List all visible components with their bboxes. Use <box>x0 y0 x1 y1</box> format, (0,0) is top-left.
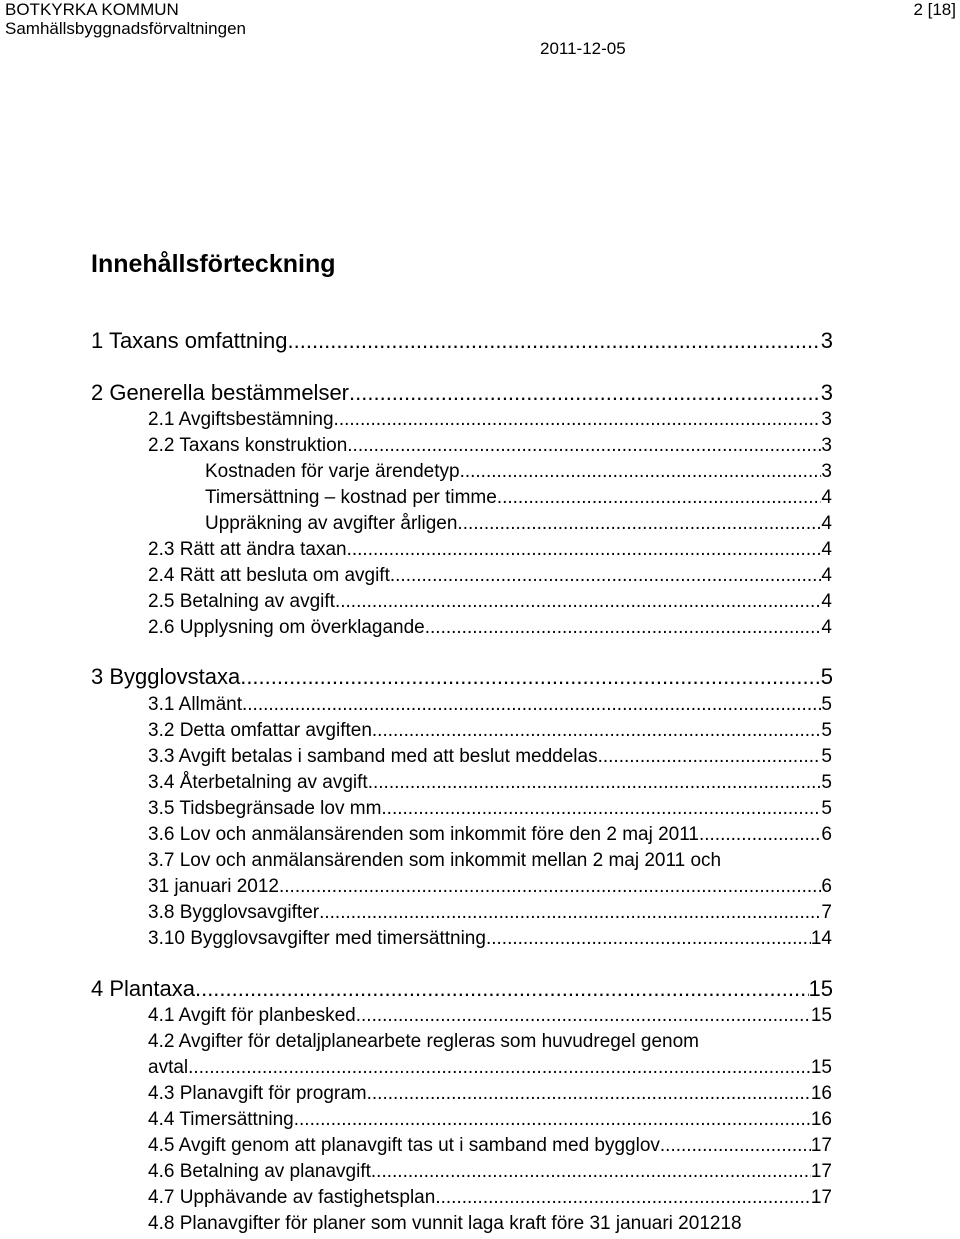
toc-entry-label: 2 Generella bestämmelser <box>91 380 350 405</box>
toc-entry[interactable] <box>148 693 832 717</box>
toc-leader <box>335 590 821 614</box>
toc-leader <box>288 327 821 355</box>
toc-entry-label: 3.2 Detta omfattar avgiften <box>148 720 372 741</box>
toc-entry-page: 15 <box>808 976 833 1001</box>
toc-leader <box>188 1056 811 1080</box>
toc-entry-label: 4.7 Upphävande av fastighetsplan <box>148 1187 436 1208</box>
toc-leader <box>371 1160 811 1184</box>
toc-leader <box>699 823 821 847</box>
toc-entry-label-line1: 4.2 Avgifter för detaljplanearbete regleras som huvudregel genom <box>148 1031 699 1052</box>
toc-entry-page: 5 <box>821 798 832 819</box>
toc-entry-page: 14 <box>810 928 832 949</box>
toc-leader <box>435 1186 811 1210</box>
toc-entry-page: 4 <box>821 513 832 534</box>
toc-entry[interactable] <box>148 797 832 821</box>
toc-entry[interactable] <box>148 1082 832 1106</box>
toc-entry-label: 3.1 Allmänt <box>148 694 242 715</box>
toc-leader <box>347 434 821 458</box>
toc-entry-label: 3.8 Bygglovsavgifter <box>148 902 320 923</box>
toc-entry-page: 7 <box>821 902 832 923</box>
toc-entry[interactable] <box>205 486 832 510</box>
toc-entry-label: 2.3 Rätt att ändra taxan <box>148 539 347 560</box>
toc-title: Innehållsförteckning <box>91 250 336 278</box>
toc-leader <box>279 875 821 899</box>
toc-entry-label: 4.5 Avgift genom att planavgift tas ut i samband med bygglov <box>148 1135 660 1156</box>
organization-name: BOTKYRKA KOMMUN <box>5 0 179 19</box>
toc-entry-label: 31 januari 2012 <box>148 876 279 897</box>
toc-entry-page: 3 <box>820 328 833 353</box>
toc-leader <box>334 408 822 432</box>
toc-leader <box>460 460 822 484</box>
toc-entry-page: 3 <box>820 380 833 405</box>
toc-entry[interactable] <box>148 1212 832 1236</box>
toc-entry[interactable] <box>148 745 832 769</box>
toc-entry[interactable] <box>148 823 832 847</box>
department-name: Samhällsbyggnadsförvaltningen <box>5 19 246 38</box>
toc-leader <box>367 1082 811 1106</box>
toc-entry-page: 5 <box>821 694 832 715</box>
toc-entry[interactable] <box>148 901 832 925</box>
toc-leader <box>486 927 811 951</box>
toc-entry-page: 4 <box>821 487 832 508</box>
toc-entry-page: 5 <box>821 720 832 741</box>
toc-entry-page: 17 <box>810 1187 832 1208</box>
toc-entry-page: 6 <box>821 876 832 897</box>
toc-entry[interactable] <box>148 771 832 795</box>
toc-entry-label: 4.3 Planavgift för program <box>148 1083 367 1104</box>
toc-entry-page: 4 <box>821 565 832 586</box>
toc-entry[interactable] <box>148 1160 832 1184</box>
toc-entry-label: 4.1 Avgift för planbesked <box>148 1005 356 1026</box>
toc-entry[interactable] <box>91 327 833 355</box>
toc-entry-page: 17 <box>810 1161 832 1182</box>
toc-leader <box>425 616 822 640</box>
toc-entry-line1[interactable] <box>148 1030 832 1054</box>
toc-leader <box>381 797 821 821</box>
toc-leader <box>497 486 822 510</box>
toc-entry-page: 5 <box>820 664 833 689</box>
toc-leader <box>195 975 809 1003</box>
toc-entry-page: 4 <box>821 539 832 560</box>
toc-entry-page: 5 <box>821 746 832 767</box>
document-date: 2011-12-05 <box>540 39 626 58</box>
toc-entry-page: 15 <box>810 1005 832 1026</box>
toc-entry-page: 3 <box>821 409 832 430</box>
toc-leader <box>240 663 821 691</box>
toc-entry[interactable] <box>148 1134 832 1158</box>
toc-entry[interactable] <box>148 927 832 951</box>
toc-entry[interactable] <box>148 1186 832 1210</box>
page-indicator: 2 [18] <box>913 0 956 19</box>
toc-entry[interactable] <box>148 875 832 899</box>
toc-entry-label-line1: 3.7 Lov och anmälansärenden som inkommit mellan 2 maj 2011 och <box>148 850 722 871</box>
toc-entry[interactable] <box>91 663 833 691</box>
toc-leader <box>356 1004 811 1028</box>
toc-entry-page: 3 <box>821 461 832 482</box>
toc-entry-label: 3.5 Tidsbegränsade lov mm <box>148 798 382 819</box>
toc-entry-page: 4 <box>821 617 832 638</box>
toc-leader <box>349 379 821 407</box>
toc-leader <box>294 1108 811 1132</box>
toc-entry-label: 3.3 Avgift betalas i samband med att beslut meddelas <box>148 746 598 767</box>
toc-leader <box>319 901 821 925</box>
toc-entry-label: Timersättning – kostnad per timme <box>205 487 497 508</box>
toc-entry-label: 2.5 Betalning av avgift <box>148 591 335 612</box>
toc-leader <box>372 719 822 743</box>
toc-leader <box>598 745 822 769</box>
toc-entry[interactable] <box>148 1004 832 1028</box>
toc-entry-label: 2.4 Rätt att besluta om avgift <box>148 565 390 586</box>
toc-entry-label: Kostnaden för varje ärendetyp <box>205 461 460 482</box>
toc-entry-label: 2.6 Upplysning om överklagande <box>148 617 425 638</box>
toc-entry[interactable] <box>148 719 832 743</box>
toc-entry-label: 3.6 Lov och anmälansärenden som inkommit före den 2 maj 2011 <box>148 824 699 845</box>
toc-entry[interactable] <box>205 512 832 536</box>
toc-entry-label: 4.8 Planavgifter för planer som vunnit laga kraft före 31 januari 2012 <box>148 1213 721 1234</box>
toc-entry-label: 4.6 Betalning av planavgift <box>148 1161 371 1182</box>
toc-entry[interactable] <box>148 564 832 588</box>
toc-leader <box>347 538 822 562</box>
toc-entry[interactable] <box>148 408 832 432</box>
toc-entry[interactable] <box>148 434 832 458</box>
toc-entry-label: 3 Bygglovstaxa <box>91 664 241 689</box>
toc-entry[interactable] <box>148 538 832 562</box>
toc-entry[interactable] <box>91 379 833 407</box>
toc-entry[interactable] <box>148 1056 832 1080</box>
toc-entry-label: 3.10 Bygglovsavgifter med timersättning <box>148 928 486 949</box>
toc-entry-label: 1 Taxans omfattning <box>91 328 288 353</box>
toc-entry-label: avtal <box>148 1057 189 1078</box>
toc-entry-page: 16 <box>810 1083 832 1104</box>
toc-entry[interactable] <box>205 460 832 484</box>
toc-entry-page: 17 <box>810 1135 832 1156</box>
toc-entry-page: 16 <box>810 1109 832 1130</box>
toc-entry[interactable] <box>91 975 833 1003</box>
toc-entry-page: 3 <box>821 435 832 456</box>
toc-leader <box>660 1134 811 1158</box>
toc-entry-page: 5 <box>821 772 832 793</box>
toc-leader <box>390 564 822 588</box>
toc-entry-label: 2.2 Taxans konstruktion <box>148 435 348 456</box>
toc-entry-label: 4 Plantaxa <box>91 976 195 1001</box>
toc-entry[interactable] <box>148 616 832 640</box>
toc-entry-line1[interactable] <box>148 849 832 873</box>
toc-entry-label: Uppräkning av avgifter årligen <box>205 513 458 534</box>
toc-leader <box>368 771 822 795</box>
toc-entry-label: 4.4 Timersättning <box>148 1109 294 1130</box>
toc-entry-label: 3.4 Återbetalning av avgift <box>148 772 368 793</box>
toc-entry[interactable] <box>148 1108 832 1132</box>
toc-entry-page: 6 <box>821 824 832 845</box>
toc-entry-label: 2.1 Avgiftsbestämning <box>148 409 334 430</box>
toc-entry-page: 15 <box>810 1057 832 1078</box>
toc-entry-page: 4 <box>821 591 832 612</box>
toc-entry[interactable] <box>148 590 832 614</box>
toc-leader <box>242 693 821 717</box>
toc-leader <box>457 512 821 536</box>
toc-entry-page: 18 <box>720 1213 742 1234</box>
